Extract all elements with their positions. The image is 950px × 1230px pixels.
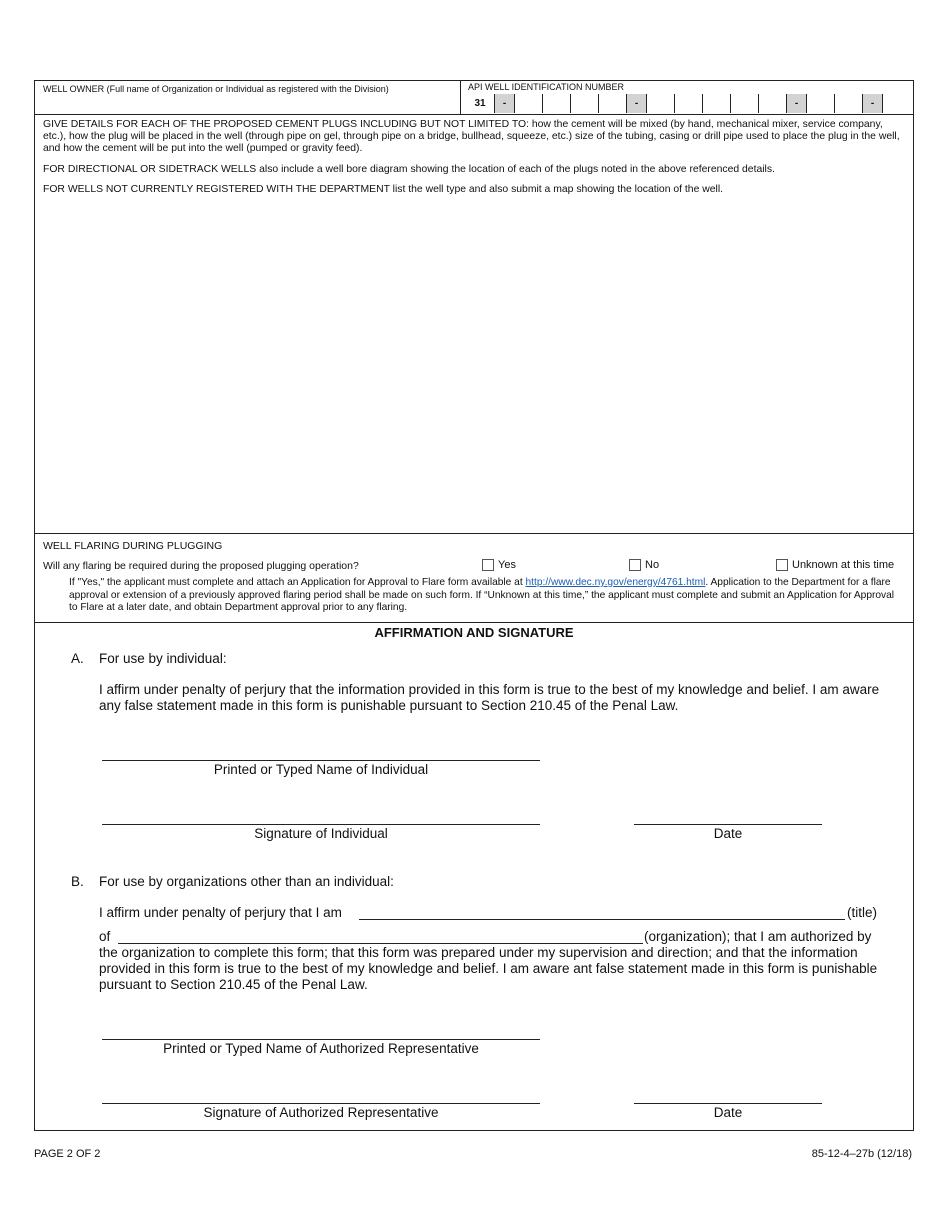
affirmation-title: AFFIRMATION AND SIGNATURE [374,625,574,640]
individual-signature-caption: Signature of Individual [254,826,388,841]
section-a-label: For use by individual: [99,651,227,666]
yes-label: Yes [498,559,516,571]
section-a-affirmation-text: I affirm under penalty of perjury that the information provided in this form is true to the best of my knowledge and belief. I am aware any false statement made in this form is punishable pursuant to Section 210.45 of the Penal Law. [99,682,880,713]
flare-form-link[interactable]: http://www.dec.ny.gov/energy/4761.html [525,577,706,588]
representative-date-caption: Date [713,1105,743,1120]
plug-details-section[interactable] [43,119,903,204]
api-dash: - [494,94,514,113]
representative-date-line[interactable] [634,1103,822,1104]
flaring-yes-option[interactable] [482,559,516,571]
api-dash: - [862,94,882,113]
organization-input-line[interactable] [118,943,643,944]
individual-name-caption: Printed or Typed Name of Individual [213,762,429,777]
api-digit-box[interactable] [702,94,730,113]
no-label: No [645,559,660,571]
api-digit-box[interactable] [570,94,598,113]
api-digit-box[interactable] [674,94,702,113]
flaring-question: Will any flaring be required during the proposed plugging operation? [43,560,359,572]
representative-name-caption: Printed or Typed Name of Authorized Representative [163,1041,479,1056]
flaring-note-text: If "Yes," the applicant must complete and attach an Application for Approval to Flare form available at [69,577,526,588]
yes-checkbox[interactable] [482,559,494,571]
flaring-no-option[interactable] [629,559,659,571]
representative-name-line[interactable] [102,1039,540,1040]
form-frame [34,80,914,1131]
directional-wells-note: FOR DIRECTIONAL OR SIDETRACK WELLS also include a well bore diagram showing the location of each of the plugs noted in the above referenced details. [43,163,775,175]
api-digit-box[interactable] [646,94,674,113]
flaring-unknown-option[interactable] [776,559,894,571]
api-digit-box[interactable] [758,94,786,113]
api-digit-box[interactable] [834,94,862,113]
api-digit-box[interactable] [542,94,570,113]
section-b-letter: B. [71,874,84,889]
api-digit-box[interactable] [806,94,834,113]
individual-signature-line[interactable] [102,824,540,825]
unregistered-wells-note: FOR WELLS NOT CURRENTLY REGISTERED WITH THE DEPARTMENT list the well type and also submit a map showing the location of the well. [43,183,724,195]
section-b-label: For use by organizations other than an individual: [99,874,394,889]
api-number-label: API WELL IDENTIFICATION NUMBER [468,82,625,92]
no-checkbox[interactable] [629,559,641,571]
well-owner-label: WELL OWNER (Full name of Organization or Individual as registered with the Division) [43,84,389,94]
details-instructions: GIVE DETAILS FOR EACH OF THE PROPOSED CEMENT PLUGS INCLUDING BUT NOT LIMITED TO: how the cement will be mixed (by hand, mechanical mixer, service company, etc.), how the plug will be placed in the well (through pipe on gel, through pipe on a bridge, bullhead, squeeze, etc.) size of the tubing, casing or drill pipe used to place the plug in the well, and how the cement will be put into the well (pumped or gravity feed). [43,119,900,155]
api-dash: - [786,94,806,113]
individual-date-caption: Date [713,826,743,841]
api-digit-box[interactable] [730,94,758,113]
api-digit-box[interactable] [598,94,626,113]
flaring-note-text-2: . Application to the Department for a flare approval or extension of a previously approved flaring period shall be made on such form. If “Unknown at this time,” the applicant must complete and submit an Application for Approval to Flare at a later date, and obtain Department approval prior to any flaring. [69,577,895,614]
api-digit-box[interactable] [882,94,910,113]
representative-signature-caption: Signature of Authorized Representative [203,1105,439,1120]
api-digit-box[interactable] [514,94,542,113]
title-line-suffix: (title) [847,905,877,920]
api-prefix: 31 [474,98,486,109]
flaring-note [69,577,899,615]
header-row [35,81,913,115]
page-number: PAGE 2 OF 2 [34,1148,101,1160]
individual-date-line[interactable] [634,824,822,825]
well-owner-field[interactable] [35,81,461,114]
section-a-letter: A. [71,651,84,666]
form-id: 85-12-4–27b (12/18) [811,1148,912,1160]
flaring-title: WELL FLARING DURING PLUGGING [43,540,223,552]
flaring-section [35,533,913,623]
title-input-line[interactable] [359,919,845,920]
organization-line-suffix: (organization); that I am authorized by [644,929,872,944]
api-dash: - [626,94,646,113]
unknown-label: Unknown at this time [792,559,895,571]
unknown-checkbox[interactable] [776,559,788,571]
organization-line-prefix: of [99,929,111,944]
section-b-affirmation-text: the organization to complete this form; that this form was prepared under my supervision and direction; and that the information provided in this form is true to the best of my knowledge and belief. I am aware ant false statement made in this form is punishable pursuant to Section 210.45 of the Penal Law. [99,945,878,992]
individual-name-line[interactable] [102,760,540,761]
representative-signature-line[interactable] [102,1103,540,1104]
title-line-prefix: I affirm under penalty of perjury that I am [99,905,342,920]
